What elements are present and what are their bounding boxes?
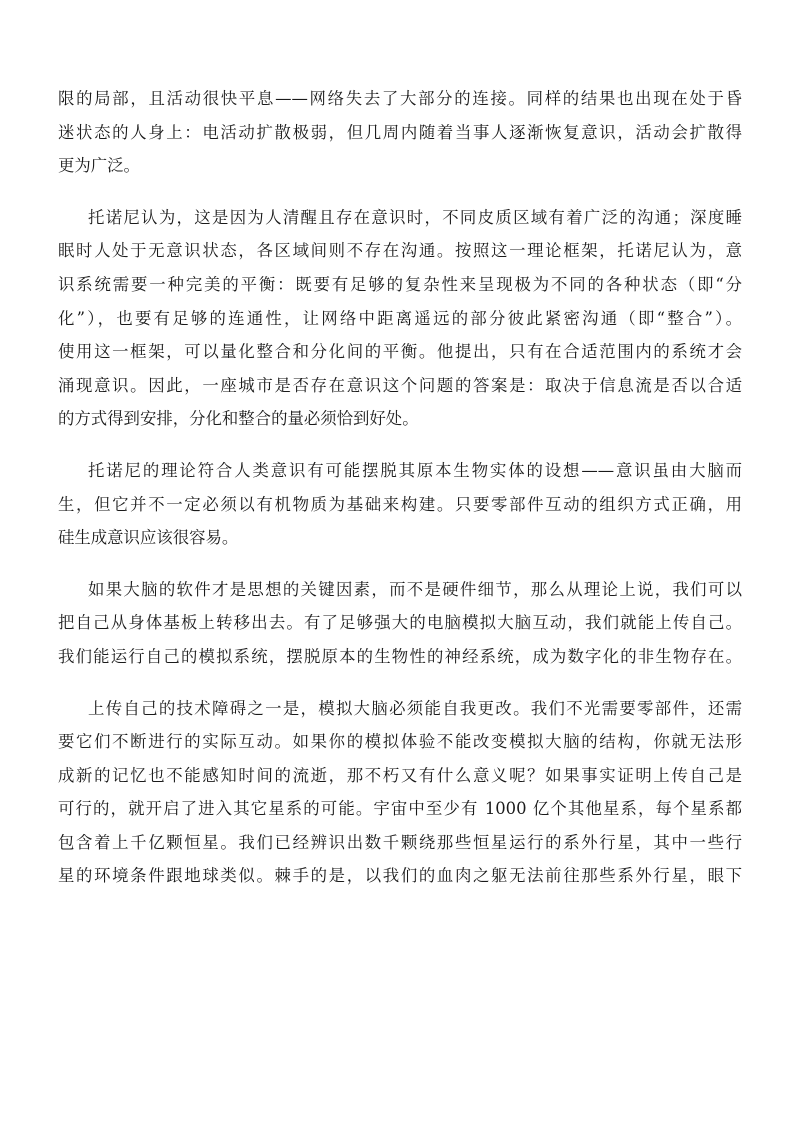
paragraph-2 xyxy=(58,201,742,436)
text-line: 星的环境条件跟地球类似。棘手的是，以我们的血肉之躯无法前往那些系外行星，眼下 xyxy=(58,866,742,886)
text-line: 可行的，就开启了进入其它星系的可能。宇宙中至少有 1000 亿个其他星系，每个星系都 xyxy=(58,799,742,819)
text-line: 硅生成意识应该很容易。 xyxy=(58,528,239,548)
paragraph-1 xyxy=(58,82,742,183)
text-line: 如果大脑的软件才是思想的关键因素，而不是硬件细节，那么从理论上说，我们可以 xyxy=(88,579,742,599)
paragraph-4 xyxy=(58,573,742,674)
text-line: 化”），也要有足够的连通性，让网络中距离遥远的部分彼此紧密沟通（即“整合”）。 xyxy=(58,308,742,328)
text-line: 迷状态的人身上：电活动扩散极弱，但几周内随着当事人逐渐恢复意识，活动会扩散得 xyxy=(58,122,742,142)
document-page xyxy=(58,82,742,911)
text-line: 限的局部，且活动很快平息——网络失去了大部分的连接。同样的结果也出现在处于昏 xyxy=(58,89,742,108)
text-line: 的方式得到安排，分化和整合的量必须恰到好处。 xyxy=(58,409,419,429)
paragraph-5 xyxy=(58,692,742,894)
text-line: 我们能运行自己的模拟系统，摆脱原本的生物性的神经系统，成为数字化的非生物存在。 xyxy=(58,646,742,666)
text-line: 识系统需要一种完美的平衡：既要有足够的复杂性来呈现极为不同的各种状态（即“分 xyxy=(58,274,742,294)
text-line: 眠时人处于无意识状态，各区域间则不存在沟通。按照这一理论框架，托诺尼认为，意 xyxy=(58,241,742,261)
text-line: 把自己从身体基板上转移出去。有了足够强大的电脑模拟大脑互动，我们就能上传自己。 xyxy=(58,613,742,633)
text-line: 托诺尼认为，这是因为人清醒且存在意识时，不同皮质区域有着广泛的沟通；深度睡 xyxy=(88,207,742,227)
text-line: 上传自己的技术障碍之一是，模拟大脑必须能自我更改。我们不光需要零部件，还需 xyxy=(88,698,742,718)
text-line: 成新的记忆也不能感知时间的流逝，那不朽又有什么意义呢？如果事实证明上传自己是 xyxy=(58,765,742,785)
text-line: 使用这一框架，可以量化整合和分化间的平衡。他提出，只有在合适范围内的系统才会 xyxy=(58,342,742,362)
text-line: 包含着上千亿颗恒星。我们已经辨识出数千颗绕那些恒星运行的系外行星，其中一些行 xyxy=(58,832,742,852)
text-line: 涌现意识。因此，一座城市是否存在意识这个问题的答案是：取决于信息流是否以合适 xyxy=(58,375,742,395)
text-line: 更为广泛。 xyxy=(58,156,140,176)
paragraph-3 xyxy=(58,454,742,555)
text-line: 要它们不断进行的实际互动。如果你的模拟体验不能改变模拟大脑的结构，你就无法形 xyxy=(58,732,742,752)
text-line: 生，但它并不一定必须以有机物质为基础来构建。只要零部件互动的组织方式正确，用 xyxy=(58,494,742,514)
text-line: 托诺尼的理论符合人类意识有可能摆脱其原本生物实体的设想——意识虽由大脑而 xyxy=(88,460,742,480)
